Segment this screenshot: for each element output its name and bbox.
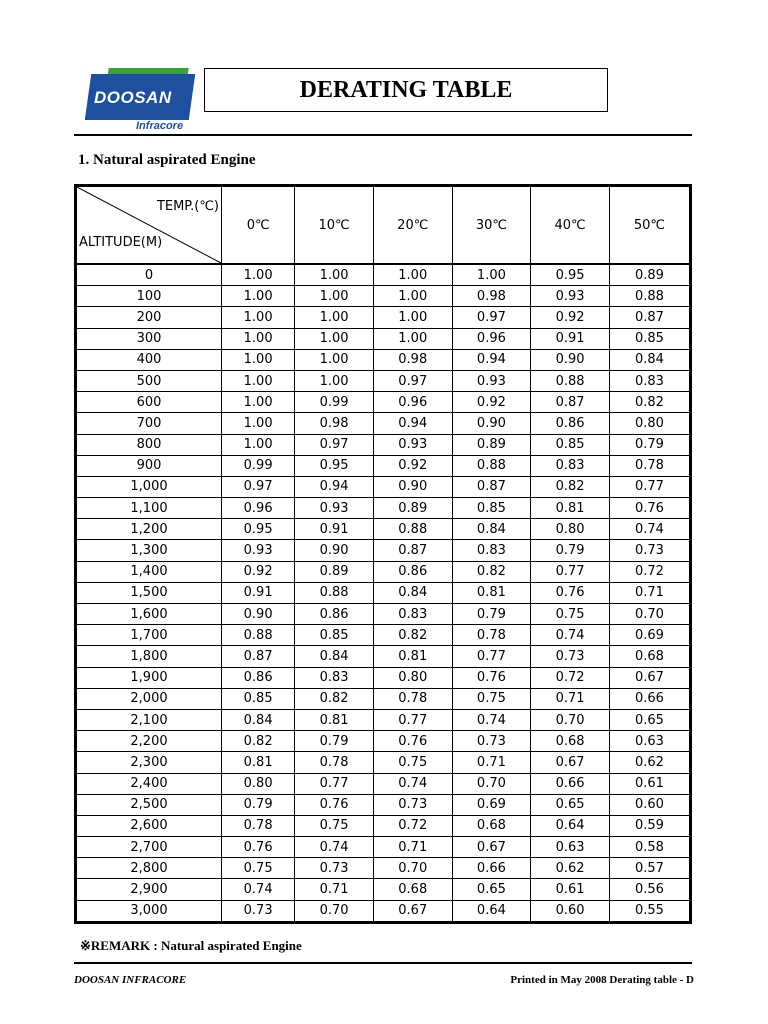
footer-divider bbox=[74, 962, 692, 964]
remark-note: ※REMARK : Natural aspirated Engine bbox=[80, 938, 302, 953]
derate-value-cell: 0.93 bbox=[373, 434, 452, 455]
derate-value-cell: 0.91 bbox=[531, 328, 610, 349]
derate-value-cell: 0.79 bbox=[222, 794, 295, 815]
temp-header-cell: 10℃ bbox=[295, 186, 374, 265]
derate-value-cell: 0.88 bbox=[531, 370, 610, 391]
table-row bbox=[76, 307, 691, 328]
derate-value-cell: 0.71 bbox=[295, 879, 374, 900]
altitude-cell: 1,200 bbox=[76, 519, 222, 540]
derate-value-cell: 0.56 bbox=[609, 879, 690, 900]
derate-value-cell: 0.68 bbox=[531, 731, 610, 752]
derate-value-cell: 0.65 bbox=[609, 709, 690, 730]
derate-value-cell: 0.86 bbox=[373, 561, 452, 582]
derate-value-cell: 1.00 bbox=[222, 328, 295, 349]
table-row bbox=[76, 370, 691, 391]
derate-value-cell: 0.97 bbox=[373, 370, 452, 391]
derate-value-cell: 0.96 bbox=[452, 328, 531, 349]
derate-value-cell: 0.83 bbox=[452, 540, 531, 561]
derate-value-cell: 0.70 bbox=[373, 858, 452, 879]
derate-value-cell: 0.90 bbox=[295, 540, 374, 561]
derate-value-cell: 0.85 bbox=[609, 328, 690, 349]
derate-value-cell: 0.91 bbox=[295, 519, 374, 540]
derate-value-cell: 0.95 bbox=[222, 519, 295, 540]
table-row bbox=[76, 264, 691, 286]
derate-value-cell: 0.81 bbox=[295, 709, 374, 730]
derate-value-cell: 0.78 bbox=[222, 815, 295, 836]
derate-value-cell: 0.67 bbox=[531, 752, 610, 773]
table-row bbox=[76, 349, 691, 370]
derate-value-cell: 0.77 bbox=[452, 646, 531, 667]
altitude-cell: 0 bbox=[76, 264, 222, 286]
temp-header-cell: 20℃ bbox=[373, 186, 452, 265]
derate-value-cell: 0.78 bbox=[373, 688, 452, 709]
derate-value-cell: 0.75 bbox=[531, 604, 610, 625]
derate-value-cell: 0.76 bbox=[452, 667, 531, 688]
derate-value-cell: 0.86 bbox=[295, 604, 374, 625]
derate-value-cell: 0.93 bbox=[222, 540, 295, 561]
altitude-cell: 2,500 bbox=[76, 794, 222, 815]
derate-value-cell: 0.97 bbox=[295, 434, 374, 455]
derate-value-cell: 1.00 bbox=[222, 413, 295, 434]
derate-value-cell: 0.87 bbox=[222, 646, 295, 667]
derate-value-cell: 0.63 bbox=[531, 837, 610, 858]
altitude-cell: 900 bbox=[76, 455, 222, 476]
derate-value-cell: 1.00 bbox=[295, 264, 374, 286]
page-title: DERATING TABLE bbox=[204, 68, 608, 112]
derate-value-cell: 0.82 bbox=[222, 731, 295, 752]
derate-value-cell: 0.66 bbox=[531, 773, 610, 794]
derate-value-cell: 0.75 bbox=[373, 752, 452, 773]
derate-value-cell: 0.88 bbox=[452, 455, 531, 476]
altitude-cell: 1,500 bbox=[76, 582, 222, 603]
table-row bbox=[76, 392, 691, 413]
altitude-cell: 2,300 bbox=[76, 752, 222, 773]
derate-value-cell: 0.68 bbox=[373, 879, 452, 900]
derate-value-cell: 0.74 bbox=[531, 625, 610, 646]
derate-value-cell: 0.76 bbox=[373, 731, 452, 752]
derate-value-cell: 1.00 bbox=[222, 307, 295, 328]
derate-value-cell: 0.70 bbox=[531, 709, 610, 730]
derate-value-cell: 0.70 bbox=[295, 900, 374, 922]
derate-value-cell: 0.77 bbox=[531, 561, 610, 582]
derate-value-cell: 0.62 bbox=[609, 752, 690, 773]
altitude-cell: 100 bbox=[76, 286, 222, 307]
derate-value-cell: 1.00 bbox=[295, 328, 374, 349]
derate-value-cell: 0.61 bbox=[531, 879, 610, 900]
derate-value-cell: 1.00 bbox=[222, 264, 295, 286]
derate-value-cell: 0.83 bbox=[531, 455, 610, 476]
derate-value-cell: 0.82 bbox=[452, 561, 531, 582]
temp-header-cell: 40℃ bbox=[531, 186, 610, 265]
table-row bbox=[76, 794, 691, 815]
derate-value-cell: 0.89 bbox=[373, 498, 452, 519]
table-row bbox=[76, 858, 691, 879]
altitude-cell: 2,200 bbox=[76, 731, 222, 752]
derate-value-cell: 0.88 bbox=[222, 625, 295, 646]
derate-value-cell: 0.90 bbox=[531, 349, 610, 370]
table-row bbox=[76, 688, 691, 709]
altitude-cell: 1,300 bbox=[76, 540, 222, 561]
derate-value-cell: 0.77 bbox=[373, 709, 452, 730]
derate-value-cell: 0.92 bbox=[373, 455, 452, 476]
derate-value-cell: 0.95 bbox=[531, 264, 610, 286]
derate-value-cell: 0.82 bbox=[609, 392, 690, 413]
derate-value-cell: 0.73 bbox=[609, 540, 690, 561]
derate-value-cell: 0.65 bbox=[452, 879, 531, 900]
table-row bbox=[76, 667, 691, 688]
altitude-cell: 1,400 bbox=[76, 561, 222, 582]
derate-value-cell: 0.69 bbox=[452, 794, 531, 815]
derate-value-cell: 0.74 bbox=[452, 709, 531, 730]
derate-value-cell: 0.85 bbox=[295, 625, 374, 646]
derate-value-cell: 0.79 bbox=[295, 731, 374, 752]
derate-value-cell: 0.73 bbox=[222, 900, 295, 922]
table-header-row bbox=[76, 186, 691, 265]
derate-value-cell: 1.00 bbox=[373, 264, 452, 286]
footer-company: DOOSAN INFRACORE bbox=[74, 974, 187, 986]
derate-value-cell: 0.87 bbox=[531, 392, 610, 413]
derate-value-cell: 0.78 bbox=[295, 752, 374, 773]
derate-value-cell: 0.67 bbox=[609, 667, 690, 688]
derate-value-cell: 0.70 bbox=[609, 604, 690, 625]
derate-value-cell: 0.94 bbox=[295, 476, 374, 497]
derate-value-cell: 0.84 bbox=[295, 646, 374, 667]
derate-value-cell: 0.76 bbox=[295, 794, 374, 815]
derate-value-cell: 0.67 bbox=[373, 900, 452, 922]
derate-value-cell: 0.89 bbox=[609, 264, 690, 286]
altitude-cell: 2,400 bbox=[76, 773, 222, 794]
derate-value-cell: 0.73 bbox=[531, 646, 610, 667]
derate-value-cell: 0.96 bbox=[222, 498, 295, 519]
table-row bbox=[76, 709, 691, 730]
derate-value-cell: 0.80 bbox=[373, 667, 452, 688]
derate-value-cell: 0.71 bbox=[373, 837, 452, 858]
table-row bbox=[76, 900, 691, 922]
altitude-cell: 3,000 bbox=[76, 900, 222, 922]
derate-value-cell: 0.98 bbox=[373, 349, 452, 370]
derate-value-cell: 0.71 bbox=[609, 582, 690, 603]
derate-value-cell: 0.85 bbox=[531, 434, 610, 455]
derate-value-cell: 0.72 bbox=[531, 667, 610, 688]
altitude-cell: 2,100 bbox=[76, 709, 222, 730]
derate-value-cell: 1.00 bbox=[222, 370, 295, 391]
derate-value-cell: 0.59 bbox=[609, 815, 690, 836]
derate-value-cell: 1.00 bbox=[222, 286, 295, 307]
derate-value-cell: 0.87 bbox=[452, 476, 531, 497]
derate-value-cell: 0.80 bbox=[222, 773, 295, 794]
derate-value-cell: 1.00 bbox=[373, 307, 452, 328]
derate-value-cell: 0.77 bbox=[609, 476, 690, 497]
table-row bbox=[76, 328, 691, 349]
derate-value-cell: 0.81 bbox=[531, 498, 610, 519]
derate-value-cell: 0.72 bbox=[609, 561, 690, 582]
derate-value-cell: 0.64 bbox=[531, 815, 610, 836]
table-row bbox=[76, 434, 691, 455]
derate-value-cell: 1.00 bbox=[373, 286, 452, 307]
derate-value-cell: 0.84 bbox=[452, 519, 531, 540]
derate-value-cell: 0.85 bbox=[222, 688, 295, 709]
altitude-cell: 800 bbox=[76, 434, 222, 455]
derate-value-cell: 0.87 bbox=[609, 307, 690, 328]
derate-value-cell: 0.74 bbox=[373, 773, 452, 794]
derate-value-cell: 0.76 bbox=[222, 837, 295, 858]
derate-value-cell: 0.83 bbox=[609, 370, 690, 391]
altitude-cell: 2,000 bbox=[76, 688, 222, 709]
derate-value-cell: 0.94 bbox=[452, 349, 531, 370]
derate-value-cell: 0.92 bbox=[222, 561, 295, 582]
doosan-logo bbox=[88, 68, 200, 134]
derate-value-cell: 0.84 bbox=[222, 709, 295, 730]
altitude-cell: 300 bbox=[76, 328, 222, 349]
derate-value-cell: 0.63 bbox=[609, 731, 690, 752]
table-row bbox=[76, 519, 691, 540]
table-row bbox=[76, 879, 691, 900]
table-row bbox=[76, 540, 691, 561]
derate-value-cell: 0.92 bbox=[452, 392, 531, 413]
derate-value-cell: 0.95 bbox=[295, 455, 374, 476]
derate-value-cell: 0.75 bbox=[295, 815, 374, 836]
derate-value-cell: 0.60 bbox=[609, 794, 690, 815]
derate-value-cell: 0.88 bbox=[609, 286, 690, 307]
derate-value-cell: 1.00 bbox=[295, 370, 374, 391]
derate-value-cell: 0.70 bbox=[452, 773, 531, 794]
derate-value-cell: 0.77 bbox=[295, 773, 374, 794]
derate-value-cell: 0.85 bbox=[452, 498, 531, 519]
derate-value-cell: 0.96 bbox=[373, 392, 452, 413]
derate-value-cell: 0.82 bbox=[531, 476, 610, 497]
table-row bbox=[76, 646, 691, 667]
derate-value-cell: 0.60 bbox=[531, 900, 610, 922]
derate-value-cell: 0.76 bbox=[609, 498, 690, 519]
derate-value-cell: 0.76 bbox=[531, 582, 610, 603]
altitude-axis-label: ALTITUDE(M) bbox=[79, 235, 163, 250]
derate-value-cell: 0.82 bbox=[373, 625, 452, 646]
derate-value-cell: 0.58 bbox=[609, 837, 690, 858]
altitude-cell: 2,900 bbox=[76, 879, 222, 900]
derate-value-cell: 0.68 bbox=[609, 646, 690, 667]
temp-header-cell: 30℃ bbox=[452, 186, 531, 265]
derate-value-cell: 0.81 bbox=[222, 752, 295, 773]
altitude-cell: 700 bbox=[76, 413, 222, 434]
derate-value-cell: 0.64 bbox=[452, 900, 531, 922]
derate-value-cell: 0.88 bbox=[373, 519, 452, 540]
table-row bbox=[76, 731, 691, 752]
derate-value-cell: 0.55 bbox=[609, 900, 690, 922]
altitude-cell: 2,600 bbox=[76, 815, 222, 836]
derate-value-cell: 1.00 bbox=[295, 307, 374, 328]
derate-value-cell: 0.73 bbox=[295, 858, 374, 879]
derate-value-cell: 0.98 bbox=[295, 413, 374, 434]
table-row bbox=[76, 413, 691, 434]
altitude-cell: 200 bbox=[76, 307, 222, 328]
derate-value-cell: 0.78 bbox=[609, 455, 690, 476]
altitude-cell: 2,700 bbox=[76, 837, 222, 858]
derate-value-cell: 0.78 bbox=[452, 625, 531, 646]
table-row bbox=[76, 625, 691, 646]
derate-value-cell: 0.87 bbox=[373, 540, 452, 561]
derate-value-cell: 0.83 bbox=[373, 604, 452, 625]
derate-value-cell: 0.73 bbox=[373, 794, 452, 815]
footer-print-info: Printed in May 2008 Derating table - D bbox=[510, 974, 694, 986]
altitude-cell: 1,600 bbox=[76, 604, 222, 625]
temp-axis-label: TEMP.(℃) bbox=[156, 199, 219, 214]
derate-value-cell: 0.93 bbox=[452, 370, 531, 391]
altitude-cell: 500 bbox=[76, 370, 222, 391]
derate-value-cell: 0.97 bbox=[452, 307, 531, 328]
temp-header-cell: 50℃ bbox=[609, 186, 690, 265]
derate-value-cell: 0.79 bbox=[452, 604, 531, 625]
derate-value-cell: 0.98 bbox=[452, 286, 531, 307]
derate-value-cell: 0.72 bbox=[373, 815, 452, 836]
derate-value-cell: 0.89 bbox=[452, 434, 531, 455]
table-row bbox=[76, 561, 691, 582]
derate-value-cell: 0.90 bbox=[452, 413, 531, 434]
table-row bbox=[76, 498, 691, 519]
derate-value-cell: 0.79 bbox=[531, 540, 610, 561]
table-row bbox=[76, 604, 691, 625]
derate-value-cell: 0.74 bbox=[609, 519, 690, 540]
table-row bbox=[76, 752, 691, 773]
altitude-cell: 2,800 bbox=[76, 858, 222, 879]
corner-header-cell bbox=[76, 186, 222, 265]
derate-value-cell: 0.86 bbox=[531, 413, 610, 434]
derate-value-cell: 0.89 bbox=[295, 561, 374, 582]
table-row bbox=[76, 455, 691, 476]
derate-value-cell: 1.00 bbox=[295, 349, 374, 370]
temp-header-cell: 0℃ bbox=[222, 186, 295, 265]
header-divider bbox=[74, 134, 692, 136]
derate-value-cell: 0.79 bbox=[609, 434, 690, 455]
derate-value-cell: 0.82 bbox=[295, 688, 374, 709]
derate-value-cell: 0.83 bbox=[295, 667, 374, 688]
derate-value-cell: 1.00 bbox=[452, 264, 531, 286]
derate-value-cell: 0.71 bbox=[452, 752, 531, 773]
derate-value-cell: 1.00 bbox=[222, 434, 295, 455]
derate-value-cell: 0.93 bbox=[531, 286, 610, 307]
altitude-cell: 1,000 bbox=[76, 476, 222, 497]
derate-value-cell: 0.62 bbox=[531, 858, 610, 879]
section-title: 1. Natural aspirated Engine bbox=[78, 152, 256, 168]
table-row bbox=[76, 286, 691, 307]
derate-value-cell: 0.75 bbox=[222, 858, 295, 879]
altitude-cell: 1,800 bbox=[76, 646, 222, 667]
table-body bbox=[76, 264, 691, 922]
logo-subbrand-text: Infracore bbox=[136, 120, 184, 132]
table-row bbox=[76, 815, 691, 836]
derate-value-cell: 0.93 bbox=[295, 498, 374, 519]
derate-value-cell: 0.66 bbox=[452, 858, 531, 879]
derate-value-cell: 0.84 bbox=[373, 582, 452, 603]
table-row bbox=[76, 476, 691, 497]
derate-value-cell: 0.94 bbox=[373, 413, 452, 434]
derate-value-cell: 0.65 bbox=[531, 794, 610, 815]
derate-value-cell: 0.86 bbox=[222, 667, 295, 688]
derate-value-cell: 0.57 bbox=[609, 858, 690, 879]
table-row bbox=[76, 773, 691, 794]
derate-value-cell: 0.99 bbox=[295, 392, 374, 413]
table-row bbox=[76, 582, 691, 603]
derate-value-cell: 0.84 bbox=[609, 349, 690, 370]
derate-value-cell: 0.68 bbox=[452, 815, 531, 836]
derate-value-cell: 0.91 bbox=[222, 582, 295, 603]
derating-table bbox=[74, 184, 692, 924]
altitude-cell: 400 bbox=[76, 349, 222, 370]
derate-value-cell: 0.71 bbox=[531, 688, 610, 709]
derate-value-cell: 0.61 bbox=[609, 773, 690, 794]
derate-value-cell: 0.92 bbox=[531, 307, 610, 328]
derate-value-cell: 0.80 bbox=[609, 413, 690, 434]
table-row bbox=[76, 837, 691, 858]
derate-value-cell: 0.69 bbox=[609, 625, 690, 646]
derate-value-cell: 0.88 bbox=[295, 582, 374, 603]
derate-value-cell: 0.66 bbox=[609, 688, 690, 709]
derate-value-cell: 0.80 bbox=[531, 519, 610, 540]
derate-value-cell: 0.74 bbox=[295, 837, 374, 858]
derate-value-cell: 1.00 bbox=[222, 349, 295, 370]
altitude-cell: 1,900 bbox=[76, 667, 222, 688]
derate-value-cell: 1.00 bbox=[373, 328, 452, 349]
derate-value-cell: 0.81 bbox=[452, 582, 531, 603]
derate-value-cell: 0.75 bbox=[452, 688, 531, 709]
derate-value-cell: 0.99 bbox=[222, 455, 295, 476]
derate-value-cell: 0.74 bbox=[222, 879, 295, 900]
derate-value-cell: 0.73 bbox=[452, 731, 531, 752]
derate-value-cell: 0.97 bbox=[222, 476, 295, 497]
derate-value-cell: 0.67 bbox=[452, 837, 531, 858]
derate-value-cell: 1.00 bbox=[222, 392, 295, 413]
altitude-cell: 1,100 bbox=[76, 498, 222, 519]
derate-value-cell: 0.81 bbox=[373, 646, 452, 667]
derate-value-cell: 0.90 bbox=[222, 604, 295, 625]
altitude-cell: 600 bbox=[76, 392, 222, 413]
logo-brand-text: DOOSAN bbox=[94, 88, 172, 107]
derate-value-cell: 1.00 bbox=[295, 286, 374, 307]
derate-value-cell: 0.90 bbox=[373, 476, 452, 497]
altitude-cell: 1,700 bbox=[76, 625, 222, 646]
